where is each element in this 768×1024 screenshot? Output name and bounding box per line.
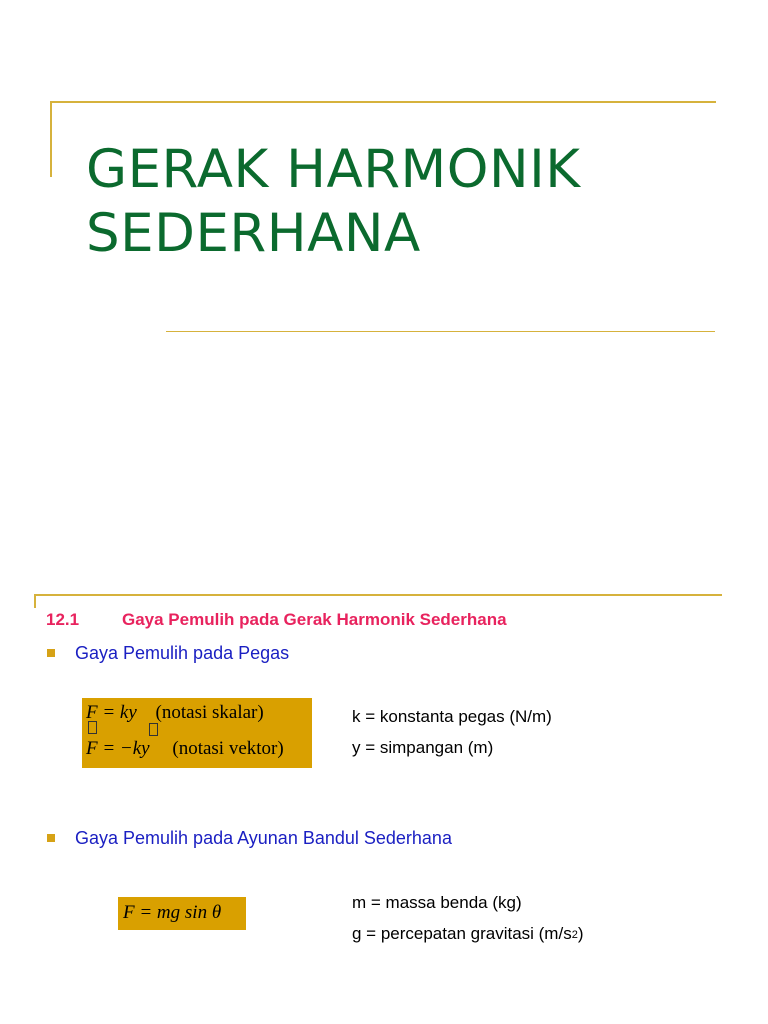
spring-def-k: k = konstanta pegas (N/m) [352, 707, 552, 726]
pendulum-def-m: m = massa benda (kg) [352, 893, 522, 912]
pendulum-formula-box [118, 897, 246, 930]
title-bottom-rule [166, 331, 715, 332]
spring-formula-scalar: F = ky [86, 702, 137, 723]
spring-formula-vector: F = −ky [86, 738, 150, 759]
spring-formula-scalar-note: (notasi skalar) [155, 702, 264, 723]
pendulum-def-g [352, 918, 584, 951]
section-title: Gaya Pemulih pada Gerak Harmonik Sederhana [122, 610, 507, 629]
title-left-rule [50, 101, 52, 177]
slide-title-line1: GERAK HARMONIK [86, 139, 581, 200]
slide-title-line2: SEDERHANA [86, 203, 421, 264]
missing-glyph-icon [149, 723, 158, 736]
bullet-pendulum-label: Gaya Pemulih pada Ayunan Bandul Sederhana [75, 828, 452, 848]
title-top-rule [50, 101, 716, 103]
bullet-marker [47, 834, 55, 842]
spring-formula-box [82, 698, 312, 768]
pendulum-def-g-exponent: 2 [571, 929, 578, 941]
slide-title [86, 138, 706, 266]
spring-def-y: y = simpangan (m) [352, 738, 494, 757]
pendulum-formula: F = mg sin θ [123, 902, 222, 923]
bullet-marker [47, 649, 55, 657]
pendulum-def-g-close: ) [577, 924, 584, 943]
spring-definitions [352, 701, 552, 763]
section-top-rule [34, 594, 722, 596]
section-heading [46, 610, 507, 630]
section-left-rule [34, 594, 36, 608]
spring-formula-vector-note: (notasi vektor) [172, 738, 284, 759]
section-number: 12.1 [46, 610, 80, 629]
pendulum-definitions [352, 887, 584, 951]
pendulum-def-g-main: g = percepatan gravitasi (m/s [352, 924, 572, 943]
bullet-spring-label: Gaya Pemulih pada Pegas [75, 643, 290, 663]
